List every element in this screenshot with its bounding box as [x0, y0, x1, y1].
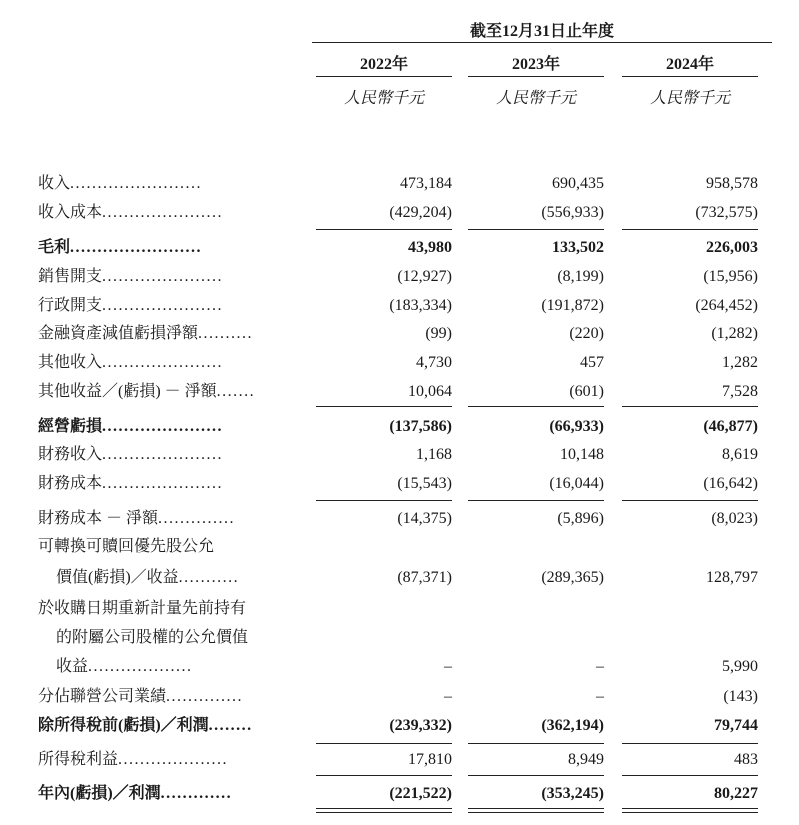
row-label-text: 收入成本 [38, 204, 103, 221]
row-label-text: 其他收入 [38, 354, 103, 371]
leader-dots: ...................... [102, 268, 224, 285]
row-label [38, 783, 292, 805]
value-cell-2022: 10,064 [408, 383, 452, 400]
leader-dots: ............. [160, 785, 233, 802]
value-cell-2023: (66,933) [549, 418, 604, 435]
rule-after-pretax-2024 [622, 743, 758, 744]
value-cell-2022: 473,184 [400, 175, 452, 192]
rule-after-pretax-2022 [316, 743, 452, 744]
table-row [0, 598, 799, 620]
row-label-text: 價值(虧損)／收益 [56, 569, 179, 586]
rule-before-total-2023 [468, 775, 604, 776]
row-label [56, 567, 292, 589]
value-cell-2024: (143) [723, 688, 758, 705]
row-label-text: 財務收入 [38, 446, 103, 463]
leader-dots: ........... [178, 569, 240, 586]
value-cell-2023: (601) [569, 383, 604, 400]
table-row [0, 686, 799, 708]
value-cell-2022: (12,927) [397, 268, 452, 285]
row-label [38, 352, 292, 374]
double-rule-top-2024 [622, 808, 758, 809]
value-cell-2022: (15,543) [397, 475, 452, 492]
value-cell-2024: (8,023) [711, 510, 758, 527]
rule-after-finance-costs-2023 [468, 500, 604, 501]
row-label [38, 444, 292, 466]
year-header-2022: 2022年 [359, 56, 408, 73]
value-cell-2022: – [444, 658, 452, 675]
table-row [0, 536, 799, 558]
row-label-text: 年內(虧損)／利潤 [38, 785, 161, 802]
row-label-text: 於收購日期重新計量先前持有 [38, 600, 247, 617]
value-cell-2022: (183,334) [389, 297, 452, 314]
value-cell-2023: (16,044) [549, 475, 604, 492]
leader-dots: ....... [216, 383, 256, 400]
leader-dots: ...................... [102, 354, 224, 371]
table-row [0, 656, 799, 678]
value-cell-2022: (137,586) [389, 418, 452, 435]
row-label [38, 173, 292, 195]
value-cell-2023: (220) [569, 325, 604, 342]
row-label-text: 分佔聯營公司業績 [38, 688, 167, 705]
table-row [0, 202, 799, 224]
value-cell-2024: (264,452) [695, 297, 758, 314]
rule-after-other-gains-2023 [468, 406, 604, 407]
row-label [38, 237, 292, 259]
value-cell-2023: (8,199) [557, 268, 604, 285]
value-cell-2024: 1,282 [722, 354, 758, 371]
double-rule-bottom-2024 [622, 812, 758, 813]
table-row [0, 444, 799, 466]
value-cell-2023: – [596, 658, 604, 675]
value-cell-2023: 690,435 [552, 175, 604, 192]
leader-dots: ...................... [102, 418, 224, 435]
unit-header-2022: 人民幣千元 [343, 90, 424, 107]
row-label-text: 金融資產減值虧損淨額 [38, 325, 199, 342]
table-row [0, 783, 799, 805]
value-cell-2022: (429,204) [389, 204, 452, 221]
double-rule-top-2023 [468, 808, 604, 809]
leader-dots: .................... [118, 751, 229, 768]
value-cell-2022: (239,332) [389, 717, 452, 734]
value-cell-2024: 483 [734, 751, 758, 768]
row-label-text: 銷售開支 [38, 268, 103, 285]
year-header-2023: 2023年 [511, 56, 560, 73]
value-cell-2024: 7,528 [722, 383, 758, 400]
row-label-text: 除所得稅前(虧損)／利潤 [38, 717, 209, 734]
row-label-text: 收益 [56, 658, 89, 675]
value-cell-2022: (87,371) [397, 569, 452, 586]
table-row [0, 567, 799, 589]
year-rule-2022 [316, 76, 452, 77]
value-cell-2022: 4,730 [416, 354, 452, 371]
row-label [38, 202, 292, 224]
row-label [38, 266, 292, 288]
value-cell-2022: 17,810 [408, 751, 452, 768]
row-label [38, 508, 292, 530]
leader-dots: ................... [88, 658, 193, 675]
table-row [0, 173, 799, 195]
row-label-text: 毛利 [38, 239, 71, 256]
row-label [38, 749, 292, 771]
table-row [0, 381, 799, 403]
value-cell-2022: (14,375) [397, 510, 452, 527]
table-row [0, 508, 799, 530]
leader-dots: ...................... [102, 475, 224, 492]
row-label [38, 323, 292, 345]
value-cell-2023: (289,365) [541, 569, 604, 586]
rule-after-finance-costs-2022 [316, 500, 452, 501]
value-cell-2024: 226,003 [706, 239, 758, 256]
period-header: 截至12月31日止年度 [469, 23, 614, 40]
table-row [0, 237, 799, 259]
leader-dots: ........................ [70, 175, 203, 192]
row-label [38, 416, 292, 438]
row-label [56, 656, 292, 678]
value-cell-2023: 10,148 [560, 446, 604, 463]
rule-after-cost-of-revenue-2022 [316, 229, 452, 230]
leader-dots: .......... [198, 325, 254, 342]
unit-header-2024: 人民幣千元 [649, 90, 730, 107]
table-row [0, 627, 799, 649]
rule-before-total-2024 [622, 775, 758, 776]
row-label [38, 295, 292, 317]
rule-after-pretax-2023 [468, 743, 604, 744]
value-cell-2023: 8,949 [568, 751, 604, 768]
value-cell-2023: (5,896) [557, 510, 604, 527]
value-cell-2023: – [596, 688, 604, 705]
leader-dots: ...................... [102, 204, 224, 221]
value-cell-2023: (353,245) [541, 785, 604, 802]
rule-before-total-2022 [316, 775, 452, 776]
row-label [38, 598, 292, 620]
value-cell-2024: 5,990 [722, 658, 758, 675]
rule-after-other-gains-2024 [622, 406, 758, 407]
row-label-text: 行政開支 [38, 297, 103, 314]
value-cell-2023: 457 [580, 354, 604, 371]
value-cell-2023: (362,194) [541, 717, 604, 734]
leader-dots: .............. [158, 510, 236, 527]
value-cell-2024: (732,575) [695, 204, 758, 221]
leader-dots: ........ [208, 717, 253, 734]
table-row [0, 416, 799, 438]
year-rule-2024 [622, 76, 758, 77]
table-row [0, 749, 799, 771]
value-cell-2023: 133,502 [552, 239, 604, 256]
double-rule-top-2022 [316, 808, 452, 809]
row-label-text: 經營虧損 [38, 418, 103, 435]
value-cell-2022: (99) [425, 325, 452, 342]
value-cell-2024: 8,619 [722, 446, 758, 463]
table-row [0, 715, 799, 737]
row-label [38, 381, 292, 403]
value-cell-2023: (556,933) [541, 204, 604, 221]
value-cell-2022: (221,522) [389, 785, 452, 802]
value-cell-2022: 43,980 [408, 239, 452, 256]
leader-dots: ........................ [70, 239, 203, 256]
year-rule-2023 [468, 76, 604, 77]
leader-dots: ...................... [102, 297, 224, 314]
table-row [0, 266, 799, 288]
row-label [38, 473, 292, 495]
rule-after-cost-of-revenue-2023 [468, 229, 604, 230]
value-cell-2024: 958,578 [706, 175, 758, 192]
period-rule [312, 42, 772, 43]
rule-after-finance-costs-2024 [622, 500, 758, 501]
value-cell-2024: (46,877) [703, 418, 758, 435]
value-cell-2023: (191,872) [541, 297, 604, 314]
value-cell-2024: (1,282) [711, 325, 758, 342]
year-header-2024: 2024年 [665, 56, 714, 73]
leader-dots: .............. [166, 688, 244, 705]
table-row [0, 323, 799, 345]
row-label-text: 其他收益／(虧損) － 淨額 [38, 383, 217, 400]
row-label-text: 所得稅利益 [38, 751, 119, 768]
row-label [38, 536, 292, 558]
row-label [56, 627, 292, 649]
leader-dots: ...................... [102, 446, 224, 463]
value-cell-2024: 80,227 [714, 785, 758, 802]
rule-after-cost-of-revenue-2024 [622, 229, 758, 230]
row-label-text: 的附屬公司股權的公允價值 [56, 629, 249, 646]
row-label-text: 財務成本 [38, 475, 103, 492]
double-rule-bottom-2022 [316, 812, 452, 813]
row-label-text: 財務成本 － 淨額 [38, 510, 159, 527]
row-label-text: 可轉換可贖回優先股公允 [38, 538, 215, 555]
value-cell-2022: – [444, 688, 452, 705]
table-row [0, 295, 799, 317]
value-cell-2024: 79,744 [714, 717, 758, 734]
value-cell-2024: (15,956) [703, 268, 758, 285]
unit-header-2023: 人民幣千元 [495, 90, 576, 107]
row-label-text: 收入 [38, 175, 71, 192]
row-label [38, 686, 292, 708]
value-cell-2024: 128,797 [706, 569, 758, 586]
row-label [38, 715, 292, 737]
table-row [0, 352, 799, 374]
table-row [0, 473, 799, 495]
double-rule-bottom-2023 [468, 812, 604, 813]
value-cell-2024: (16,642) [703, 475, 758, 492]
value-cell-2022: 1,168 [416, 446, 452, 463]
rule-after-other-gains-2022 [316, 406, 452, 407]
